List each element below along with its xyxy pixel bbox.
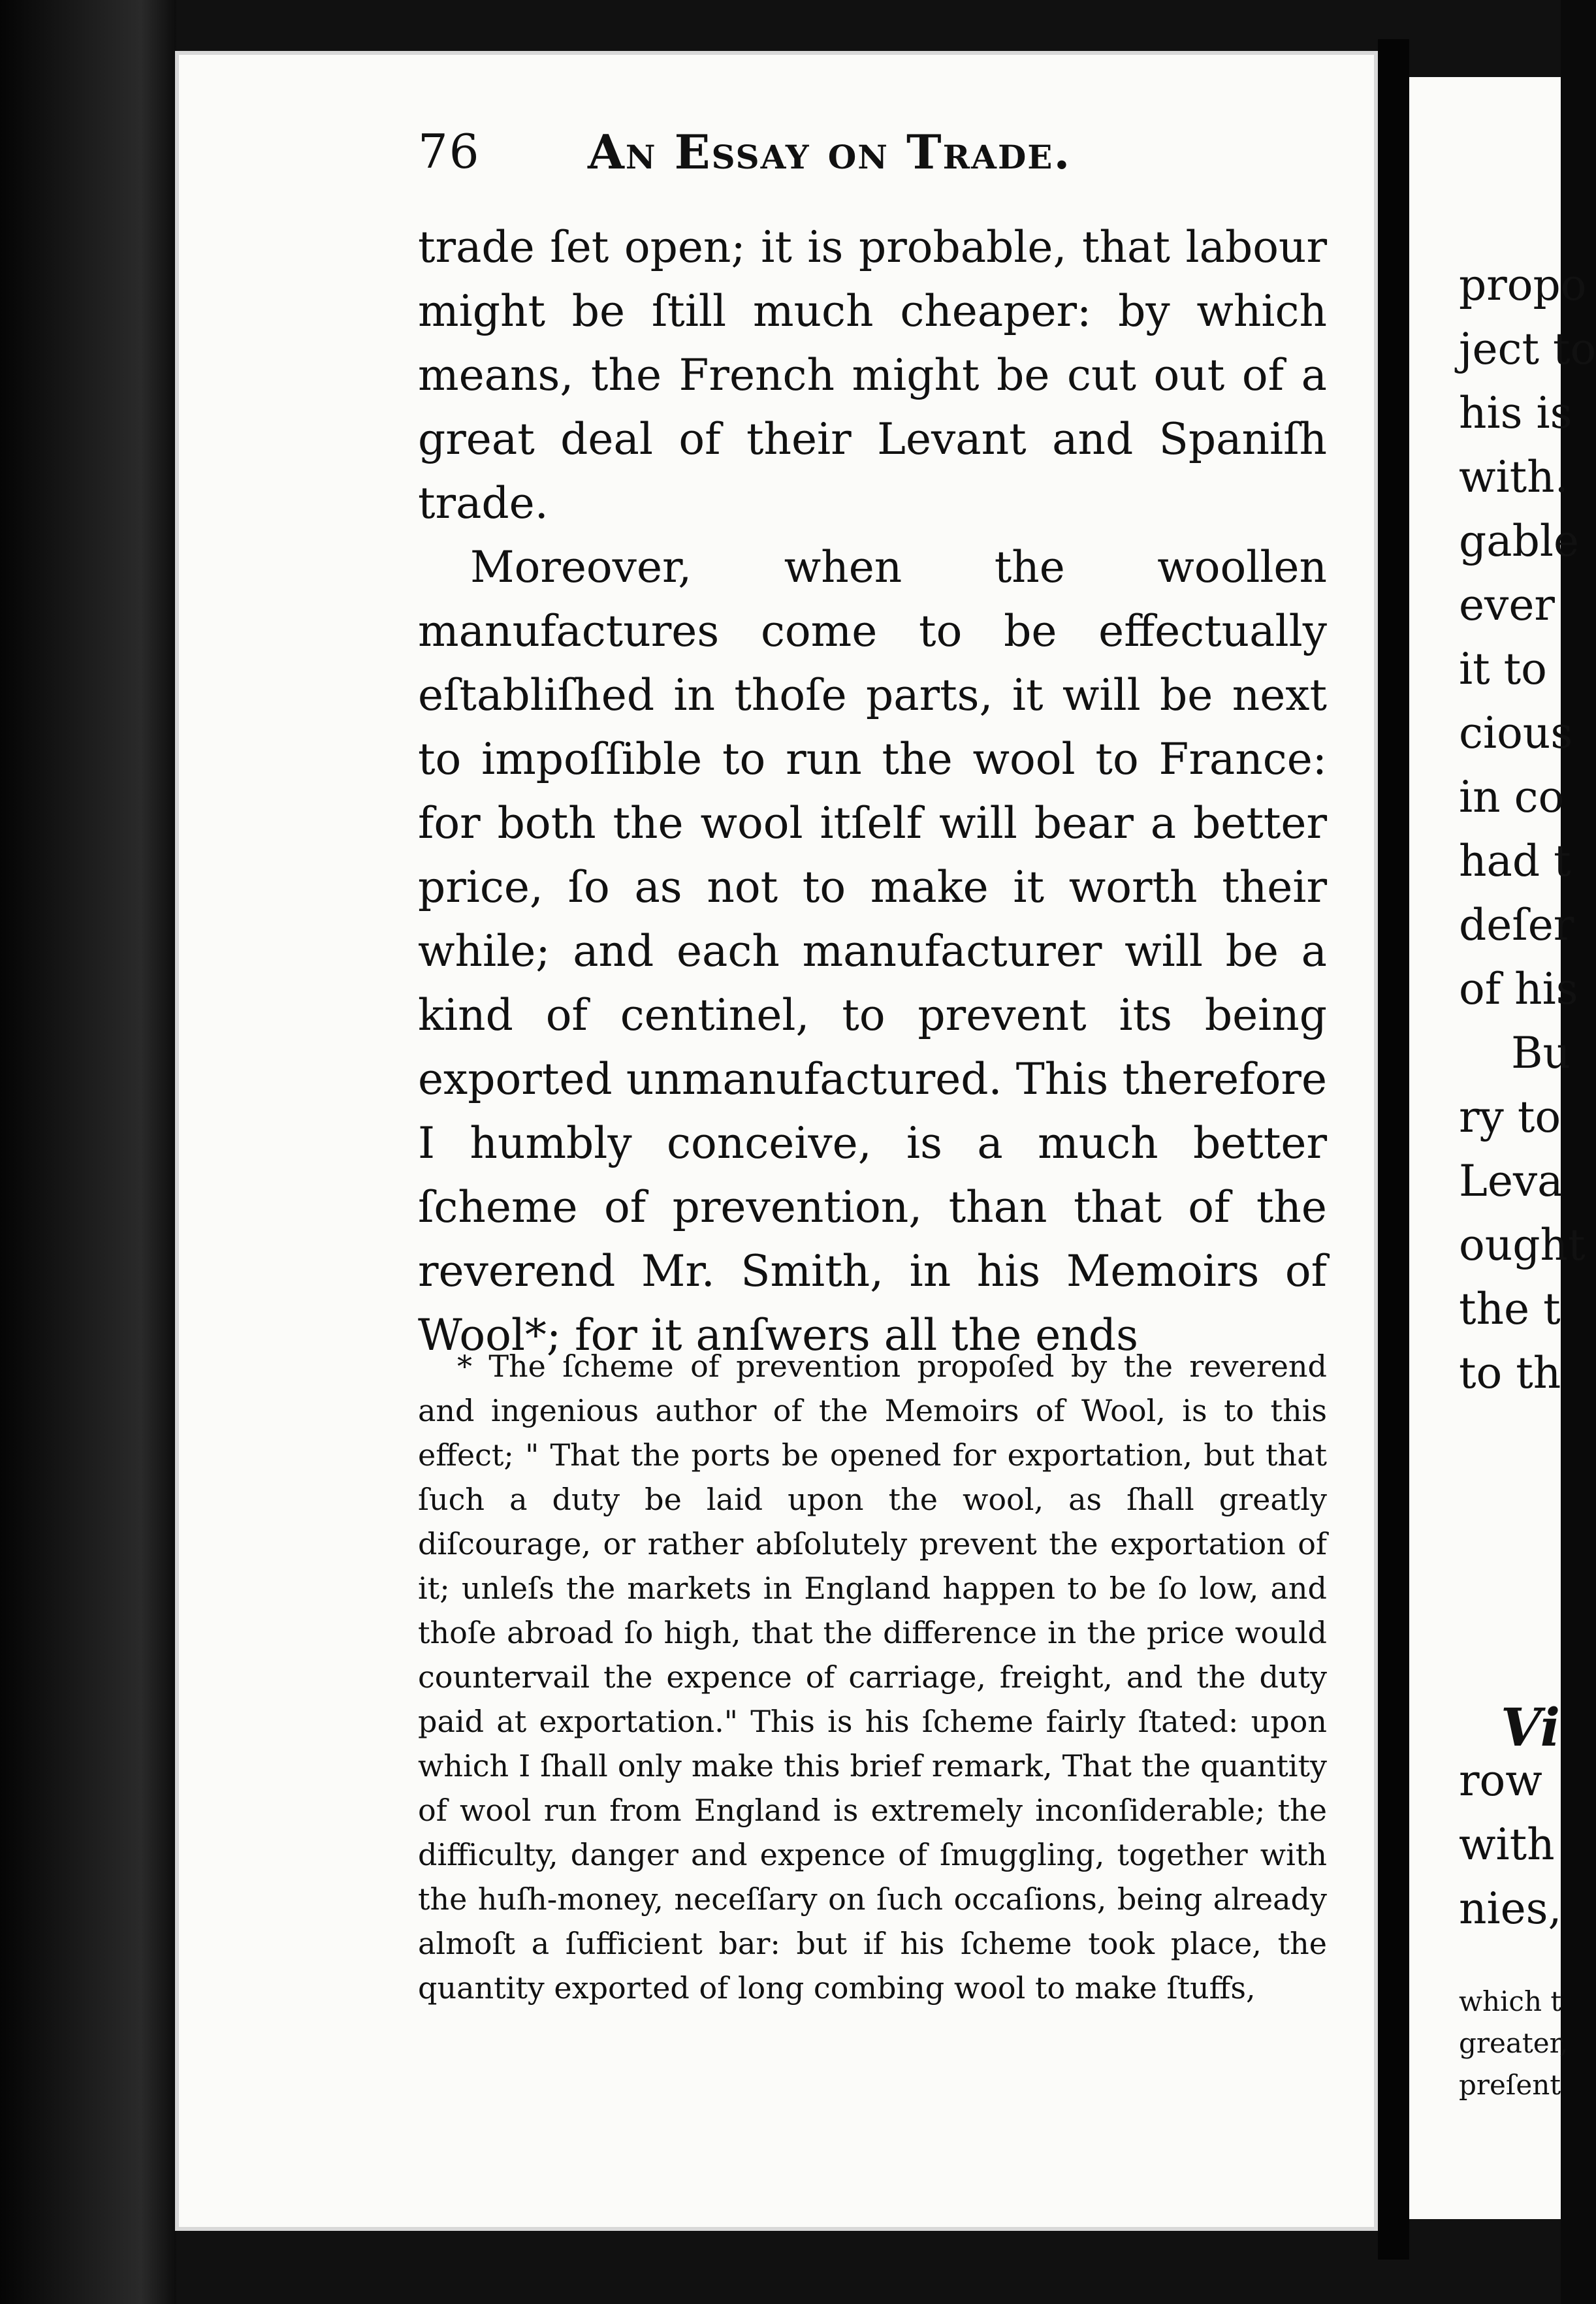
facing-line: ject to	[1459, 324, 1596, 374]
facing-line: ever	[1459, 580, 1555, 630]
facing-line: ought	[1459, 1220, 1586, 1270]
facing-line: in co	[1459, 772, 1565, 822]
facing-line: nies,	[1459, 1883, 1562, 1934]
facing-line: with.	[1459, 452, 1569, 502]
facing-line: had t	[1459, 836, 1571, 886]
facing-line: to th	[1459, 1348, 1561, 1398]
facing-footnote	[1459, 1981, 1568, 2106]
facing-line: row	[1459, 1755, 1542, 1806]
facing-line: deſer	[1459, 900, 1574, 950]
facing-line: ry to	[1459, 1092, 1561, 1142]
page-gutter	[1378, 39, 1409, 2260]
facing-footnote-line: preſent	[1459, 2069, 1561, 2101]
footnote	[418, 1344, 1327, 2010]
facing-footnote-line: which t	[1459, 1985, 1562, 2017]
facing-line: Leva	[1459, 1156, 1563, 1206]
facing-heading: Vi	[1501, 1697, 1561, 1758]
main-text	[418, 216, 1327, 1368]
page-number: 76	[418, 124, 481, 179]
facing-page-lines-bottom	[1459, 1749, 1562, 1941]
book-spine-edge	[0, 0, 176, 2304]
paragraph-2: Moreover, when the woollen manufactures come to be effectually eſtabliſhed in thoſe parts, it will be next to impoſſible to run the wool to France: for both the wool itſelf will bear a better price, ſo as not to make it worth their while; and each manufacturer will be a kind of centinel, to prevent its being exported unmanufactured. This therefore I humbly conceive, is a much better ſcheme of prevention, than that of the reverend Mr. Smith, in his Memoirs of Wool*; for it anſwers all the ends	[418, 542, 1327, 1360]
running-header	[418, 124, 1332, 196]
facing-page	[1409, 77, 1596, 2219]
footnote-text: * The ſcheme of prevention propoſed by the reverend and ingenious author of the Memoirs of Wool, is to this effect; " That the ports be opened for exportation, but that ſuch a duty be laid upon the wool, as ſhall greatly diſcourage, or rather abſolutely prevent the exportation of it; unleſs the markets in England happen to be ſo low, and thoſe abroad ſo high, that the difference in the price would countervail the expence of carriage, freight, and the duty paid at exportation." This is his ſcheme fairly ſtated: upon which I ſhall only make this brief remark, That the quantity of wool run from England is extremely inconſiderable; the difficulty, danger and expence of ſmuggling, together with the huſh-money, neceſſary on ſuch occaſions, being already almoſt a ſufficient bar: but if his ſcheme took place, the quantity exported of long combing wool to make ſtuffs,	[418, 1349, 1327, 2006]
facing-line: cious	[1459, 708, 1573, 758]
facing-line: the t	[1459, 1284, 1561, 1334]
facing-line: it to	[1459, 644, 1547, 694]
facing-page-lines-top	[1459, 253, 1596, 1405]
facing-line: gable	[1459, 516, 1580, 566]
facing-line: of his	[1459, 964, 1578, 1014]
facing-footnote-line: greater,	[1459, 2027, 1569, 2059]
paragraph-1: trade ſet open; it is probable, that labour might be ſtill much cheaper: by which means, the French might be cut out of a great deal of their Levant and Spaniſh trade.	[418, 222, 1327, 528]
facing-line: Bu	[1511, 1028, 1571, 1078]
facing-line: with	[1459, 1819, 1555, 1870]
facing-line: his is	[1459, 388, 1572, 438]
facing-line: propo	[1459, 260, 1587, 310]
running-title: An Essay on Trade.	[588, 124, 1072, 180]
